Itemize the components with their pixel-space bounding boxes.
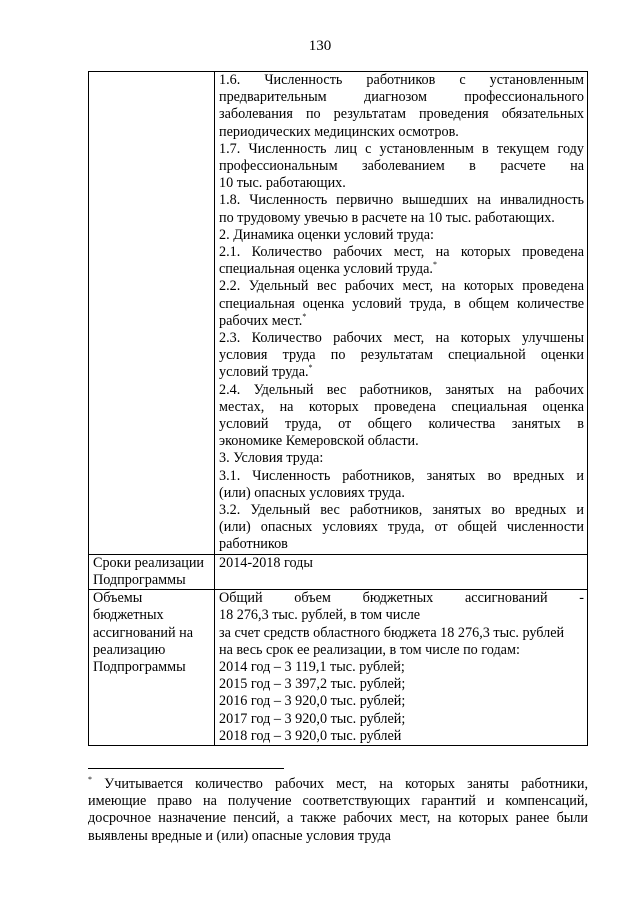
indicator-text: 3.1. Численность работников, занятых во вредных и [219,467,584,484]
indicator-text: 10 тыс. работающих. [219,175,346,192]
indicator-line [219,536,584,553]
indicator-text: (или) опасных условиях труда. [219,484,405,501]
funding-label-line: Объемы [93,590,143,607]
indicator-line [219,313,584,330]
funding-label-line: бюджетных [93,607,164,624]
indicator-line [219,519,584,536]
indicator-text: 3. Условия труда: [219,450,324,467]
indicator-text: специальная оценка условий труда, в общем количестве [219,295,584,312]
indicator-line [219,175,584,192]
footnote-ref-mark: * [432,260,437,270]
indicator-line [219,296,584,313]
terms-value-cell [215,554,588,589]
footnote-mark: * [88,775,92,784]
indicator-text: 2. Динамика оценки условий труда: [219,226,434,243]
funding-label-line: ассигнований на [93,624,194,641]
footnote-line: досрочное назначение пенсий, а также рабочих мест, на которых ранее были [88,810,588,827]
funding-line: 2017 год – 3 920,0 тыс. рублей; [219,710,406,727]
indicator-text: 2.2. Удельный вес рабочих мест, на которых проведена [219,278,584,295]
indicator-line [219,330,584,347]
funding-line: 2015 год – 3 397,2 тыс. рублей; [219,676,406,693]
indicator-line [219,382,584,399]
funding-line: за счет средств областного бюджета 18 276,3 тыс. рублей [219,624,565,641]
footnote [88,776,588,845]
indicator-text: работников [219,536,288,553]
indicators-row [89,72,588,555]
indicator-text: (или) опасных условиях труда, от общей численности [219,519,584,536]
indicator-text: 2.1. Количество рабочих мест, на которых проведена [219,244,584,261]
indicator-line [219,450,584,467]
indicator-line [219,210,584,227]
funding-line: 2018 год – 3 920,0 тыс. рублей [219,727,402,744]
indicator-text: 1.7. Численность лиц с установленным в текущем году [219,140,584,157]
indicator-text: местах, на которых проведена специальная оценка [219,398,584,415]
indicator-text: условий труда. [219,364,309,381]
funding-label-cell [89,590,215,746]
indicator-text: профессиональным заболеванием в расчете на [219,158,584,175]
indicator-line [219,158,584,175]
indicator-text: 1.6. Численность работников с установленным [219,72,584,88]
indicator-line [219,227,584,244]
funding-row [89,590,588,746]
indicator-text: условия труда по результатам специальной оценки [219,347,584,364]
terms-row [89,554,588,589]
indicator-line [219,399,584,416]
indicator-text: специальная оценка условий труда. [219,261,433,278]
indicator-line [219,347,584,364]
terms-value: 2014-2018 годы [219,554,313,571]
footnote-separator [88,768,284,769]
indicator-text: 1.8. Численность первично вышедших на инвалидность [219,192,584,209]
footnote-ref-mark: * [302,311,307,321]
indicator-text: заболевания по результатам проведения обязательных [219,106,584,123]
indicator-line [219,89,584,106]
indicators-label-cell [89,72,215,555]
footnote-line [88,776,588,793]
indicator-text: экономике Кемеровской области. [219,433,419,450]
terms-label-cell [89,554,215,589]
footnote-line: выявлены вредные и (или) опасные условия труда [88,827,391,844]
footnote-text: Учитывается количество рабочих мест, на которых заняты работники, [104,776,589,792]
footnote-ref-mark: * [308,363,313,373]
indicator-line [219,468,584,485]
footnote-line: имеющие право на получение соответствующих гарантий и компенсаций, [88,793,588,810]
passport-table [88,71,588,746]
funding-line: Общий объем бюджетных ассигнований - [219,590,584,607]
indicator-line [219,261,584,278]
indicator-text: периодических медицинских осмотров. [219,123,459,140]
indicator-text: по трудовому увечью в расчете на 10 тыс. работающих. [219,209,555,226]
indicator-line [219,278,584,295]
indicator-line [219,433,584,450]
indicator-text: условий труда, от общего количества занятых в [219,416,584,433]
funding-line: на весь срок ее реализации, в том числе по годам: [219,641,520,658]
page-number: 130 [308,38,332,54]
indicator-line [219,364,584,381]
terms-label-line: Подпрограммы [93,571,186,588]
indicator-text: 2.4. Удельный вес работников, занятых на рабочих [219,381,584,398]
indicator-line [219,502,584,519]
indicator-text: 2.3. Количество рабочих мест, на которых улучшены [219,330,584,347]
indicators-cell [215,72,588,555]
funding-line: 2014 год – 3 119,1 тыс. рублей; [219,658,405,675]
terms-label-line: Сроки реализации [93,554,205,571]
indicator-line [219,72,584,89]
indicator-text: рабочих мест. [219,312,303,329]
indicator-line [219,485,584,502]
funding-line: 2016 год – 3 920,0 тыс. рублей; [219,693,406,710]
indicator-text: 3.2. Удельный вес работников, занятых во вредных и [219,502,584,519]
funding-label-line: реализацию [93,641,166,658]
indicator-line [219,106,584,123]
funding-label-line: Подпрограммы [93,658,186,675]
indicator-line [219,124,584,141]
indicator-line [219,192,584,209]
funding-line: 18 276,3 тыс. рублей, в том числе [219,607,421,624]
indicator-line [219,141,584,158]
indicator-line [219,244,584,261]
indicator-line [219,416,584,433]
indicator-text: предварительным диагнозом профессионального [219,89,584,106]
funding-value-cell [215,590,588,746]
